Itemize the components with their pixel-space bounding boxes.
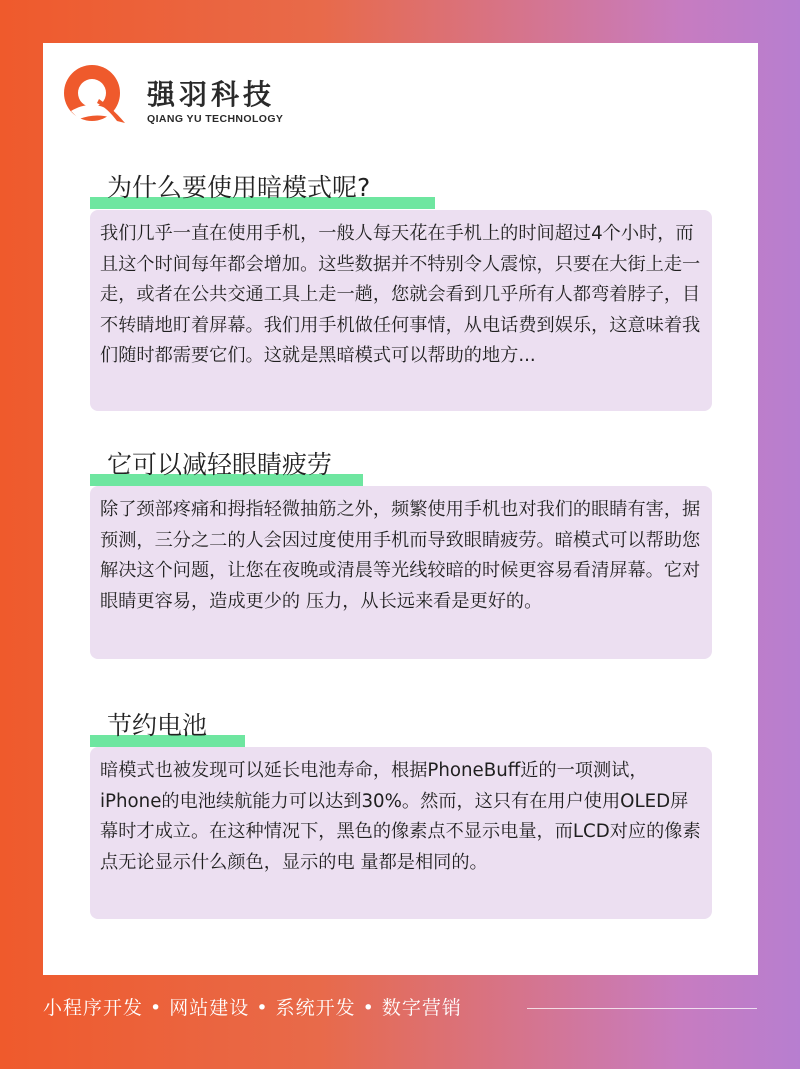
section-heading: 为什么要使用暗模式呢? (107, 173, 371, 202)
section-body-2: 除了颈部疼痛和拇指轻微抽筋之外，频繁使用手机也对我们的眼睛有害，据预测，三分之二的人会因过度使用手机而导致眼睛疲劳。暗模式可以帮助您解决这个问题，让您在夜晚或清晨等光线较暗的时候更容易看清屏幕。它对眼睛更容易，造成更少的 压力，从长远来看是更好的。 (90, 486, 712, 659)
brand-logo (59, 59, 379, 129)
brand-name-cn: 强羽科技 (147, 78, 276, 111)
section-heading: 它可以减轻眼睛疲劳 (107, 450, 333, 479)
section-title-2 (90, 448, 363, 486)
section-heading: 节约电池 (107, 711, 208, 740)
section-title-3 (90, 709, 245, 747)
footer-divider (527, 1008, 757, 1009)
footer-services: 小程序开发 • 网站建设 • 系统开发 • 数字营销 (43, 997, 462, 1019)
content-card (43, 43, 758, 975)
section-body-1: 我们几乎一直在使用手机，一般人每天花在手机上的时间超过4个小时，而且这个时间每年都会增加。这些数据并不特别令人震惊，只要在大街上走一走，或者在公共交通工具上走一趟，您就会看到几乎所有人都弯着脖子，目不转睛地盯着屏幕。我们用手机做任何事情，从电话费到娱乐，这意味着我们随时都需要它们。这就是黑暗模式可以帮助的地方... (90, 210, 712, 411)
brand-name-en: QIANG YU TECHNOLOGY (147, 113, 284, 125)
section-title-1 (90, 171, 435, 209)
section-body-3: 暗模式也被发现可以延长电池寿命，根据PhoneBuff近的一项测试，iPhone的电池续航能力可以达到30%。然而，这只有在用户使用OLED屏幕时才成立。在这种情况下，黑色的像素点不显示电量，而LCD对应的像素点无论显示什么颜色，显示的电 量都是相同的。 (90, 747, 712, 919)
q-swoosh-logo-icon (59, 59, 129, 129)
